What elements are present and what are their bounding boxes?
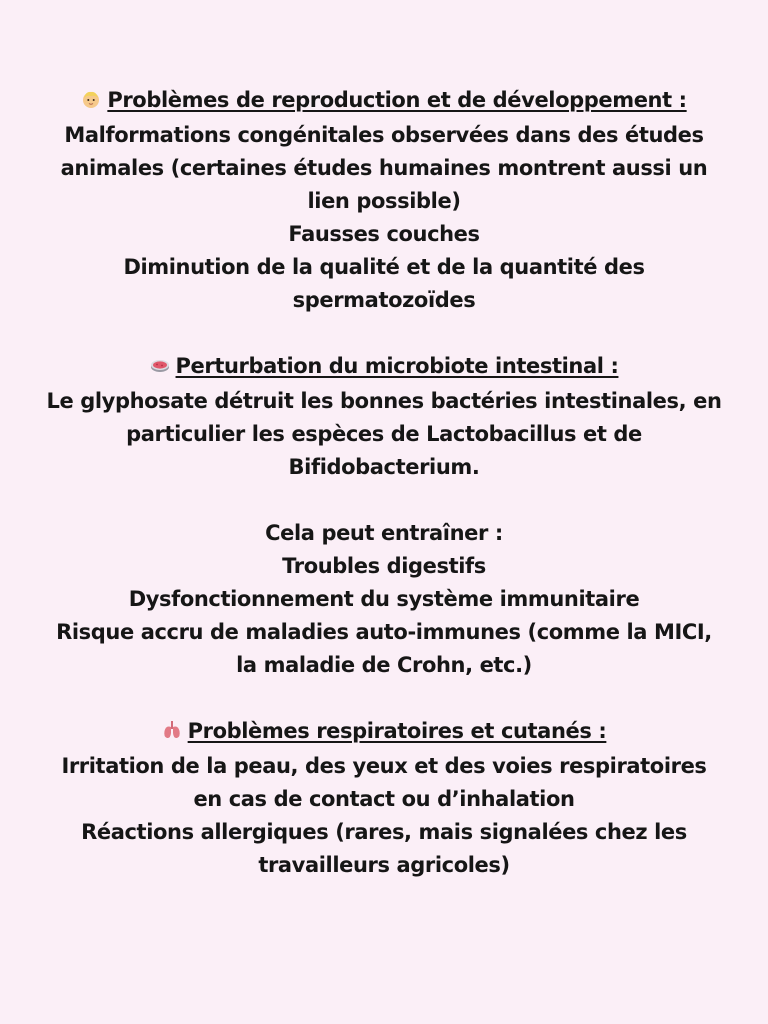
body-line: en cas de contact ou d’inhalation <box>193 787 575 811</box>
body-line: lien possible) <box>307 189 461 213</box>
section-consequences <box>24 517 744 682</box>
body-line: animales (certaines études humaines montrent aussi un <box>60 156 708 180</box>
heading-text: Problèmes respiratoires et cutanés : <box>187 719 607 743</box>
body-line: Dysfonctionnement du système immunitaire <box>128 587 640 611</box>
body-line: Réactions allergiques (rares, mais signalées chez les <box>81 820 687 844</box>
body-line: Diminution de la qualité et de la quantité des <box>123 255 645 279</box>
petri-dish-icon <box>150 352 170 385</box>
section-respiratory <box>24 715 744 882</box>
body-line: la maladie de Crohn, etc.) <box>236 653 532 677</box>
body-line: Risque accru de maladies auto-immunes (comme la MICI, <box>56 620 712 644</box>
heading-text: Perturbation du microbiote intestinal : <box>175 354 619 378</box>
body-line: Irritation de la peau, des yeux et des voies respiratoires <box>61 754 707 778</box>
section-heading <box>24 350 744 385</box>
section-heading <box>24 715 744 750</box>
body-line: Cela peut entraîner : <box>265 521 503 545</box>
heading-text: Problèmes de reproduction et de développement : <box>107 88 687 112</box>
baby-icon <box>81 86 101 119</box>
lungs-icon <box>162 717 182 750</box>
section-heading <box>24 84 744 119</box>
body-line: travailleurs agricoles) <box>258 853 510 877</box>
section-reproduction <box>24 84 744 317</box>
body-line: spermatozoïdes <box>292 288 476 312</box>
body-line: Bifidobacterium. <box>288 455 480 479</box>
body-line: particulier les espèces de Lactobacillus et de <box>126 422 642 446</box>
body-line: Fausses couches <box>288 222 480 246</box>
body-line: Troubles digestifs <box>282 554 486 578</box>
body-line: Le glyphosate détruit les bonnes bactéries intestinales, en <box>46 389 722 413</box>
section-microbiota <box>24 350 744 484</box>
body-line: Malformations congénitales observées dans des études <box>64 123 704 147</box>
